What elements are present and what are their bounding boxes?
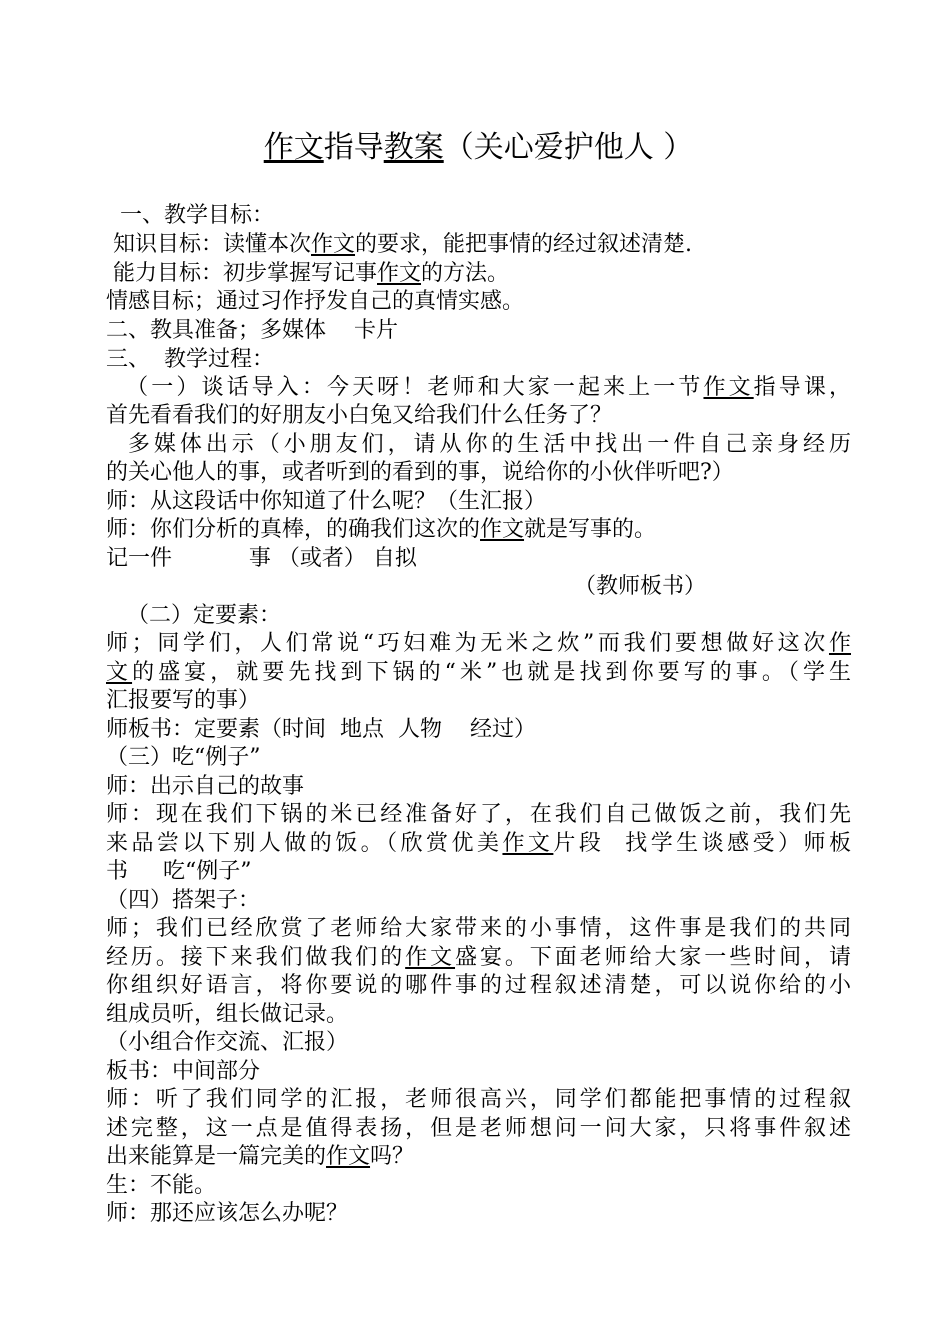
paragraph-line: 师：你们分析的真棒，的确我们这次的作文就是写事的。	[106, 517, 657, 542]
paragraph-line: 师：听了我们同学的汇报，老师很高兴，同学们都能把事情的过程叙	[106, 1087, 851, 1112]
subsection-heading: （四）搭架子：	[106, 888, 261, 913]
paragraph-line: 述完整，这一点是值得表扬，但是老师想问一问大家，只将事件叙述	[106, 1116, 851, 1141]
paragraph-line: 师：从这段话中你知道了什么呢？（生汇报）	[106, 489, 547, 514]
paragraph-line: 文的盛宴，就要先找到下锅的“米”也就是找到你要写的事。（学生	[106, 660, 851, 685]
subsection-heading: （三）吃“例子”	[106, 745, 261, 770]
paragraph-line: 经历。接下来我们做我们的作文盛宴。下面老师给大家一些时间，请	[106, 945, 851, 970]
board-writing-line: 板书：中间部分	[106, 1059, 261, 1084]
paragraph-line: 师；同学们，人们常说“巧妇难为无米之炊”而我们要想做好这次作	[106, 631, 851, 656]
board-writing-line: 师板书：定要素（时间 地点 人物 经过）	[106, 717, 536, 742]
emotion-objective: 情感目标；通过习作抒发自己的真情实感。	[106, 289, 525, 314]
board-writing-note: （教师板书）	[573, 574, 706, 599]
paragraph-line: 师；我们已经欣赏了老师给大家带来的小事情，这件事是我们的共同	[106, 916, 851, 941]
paragraph-line: 师：现在我们下锅的米已经准备好了，在我们自己做饭之前，我们先	[106, 802, 851, 827]
title-part-3: 教案	[383, 130, 444, 165]
title-part-1: 作文	[263, 130, 324, 165]
title-part-4: （关心爱护他人 ）	[443, 130, 694, 165]
paragraph-line: 师：那还应该怎么办呢？	[106, 1201, 349, 1226]
knowledge-objective: 知识目标：读懂本次作文的要求，能把事情的经过叙述清楚.	[106, 232, 693, 257]
board-writing-line: 记一件 事 （或者） 自拟	[106, 546, 417, 571]
paragraph-line: （一）谈话导入：今天呀！老师和大家一起来上一节作文指导课，	[106, 375, 851, 400]
document-title	[106, 128, 851, 168]
ability-objective: 能力目标：初步掌握写记事作文的方法。	[106, 261, 510, 286]
section-materials-heading: 二、教具准备；多媒体 卡片	[106, 318, 398, 343]
subsection-heading: （二）定要素：	[106, 603, 281, 628]
paragraph-line: 组成员听，组长做记录。	[106, 1002, 349, 1027]
paragraph-line: 首先看看我们的好朋友小白兔又给我们什么任务了？	[106, 403, 613, 428]
paragraph-line: 你组织好语言，将你要说的哪件事的过程叙述清楚，可以说你给的小	[106, 973, 851, 998]
paragraph-line: 出来能算是一篇完美的作文吗？	[106, 1144, 415, 1169]
paragraph-line: 来品尝以下别人做的饭。（欣赏优美作文片段 找学生谈感受）师板	[106, 831, 851, 856]
paragraph-line: （小组合作交流、汇报）	[106, 1030, 349, 1055]
section-process-heading: 三、 教学过程：	[106, 347, 274, 372]
paragraph-line: 师：出示自己的故事	[106, 774, 305, 799]
paragraph-line: 汇报要写的事）	[106, 688, 261, 713]
board-writing-line: 书 吃“例子”	[106, 859, 252, 884]
paragraph-line: 生：不能。	[106, 1173, 217, 1198]
paragraph-line: 多媒体出示（小朋友们，请从你的生活中找出一件自己亲身经历	[106, 432, 851, 457]
section-objectives-heading: 一、教学目标：	[106, 203, 274, 228]
title-part-2: 指导	[323, 130, 384, 165]
paragraph-line: 的关心他人的事，或者听到的看到的事，说给你的小伙伴听吧?）	[106, 460, 734, 485]
